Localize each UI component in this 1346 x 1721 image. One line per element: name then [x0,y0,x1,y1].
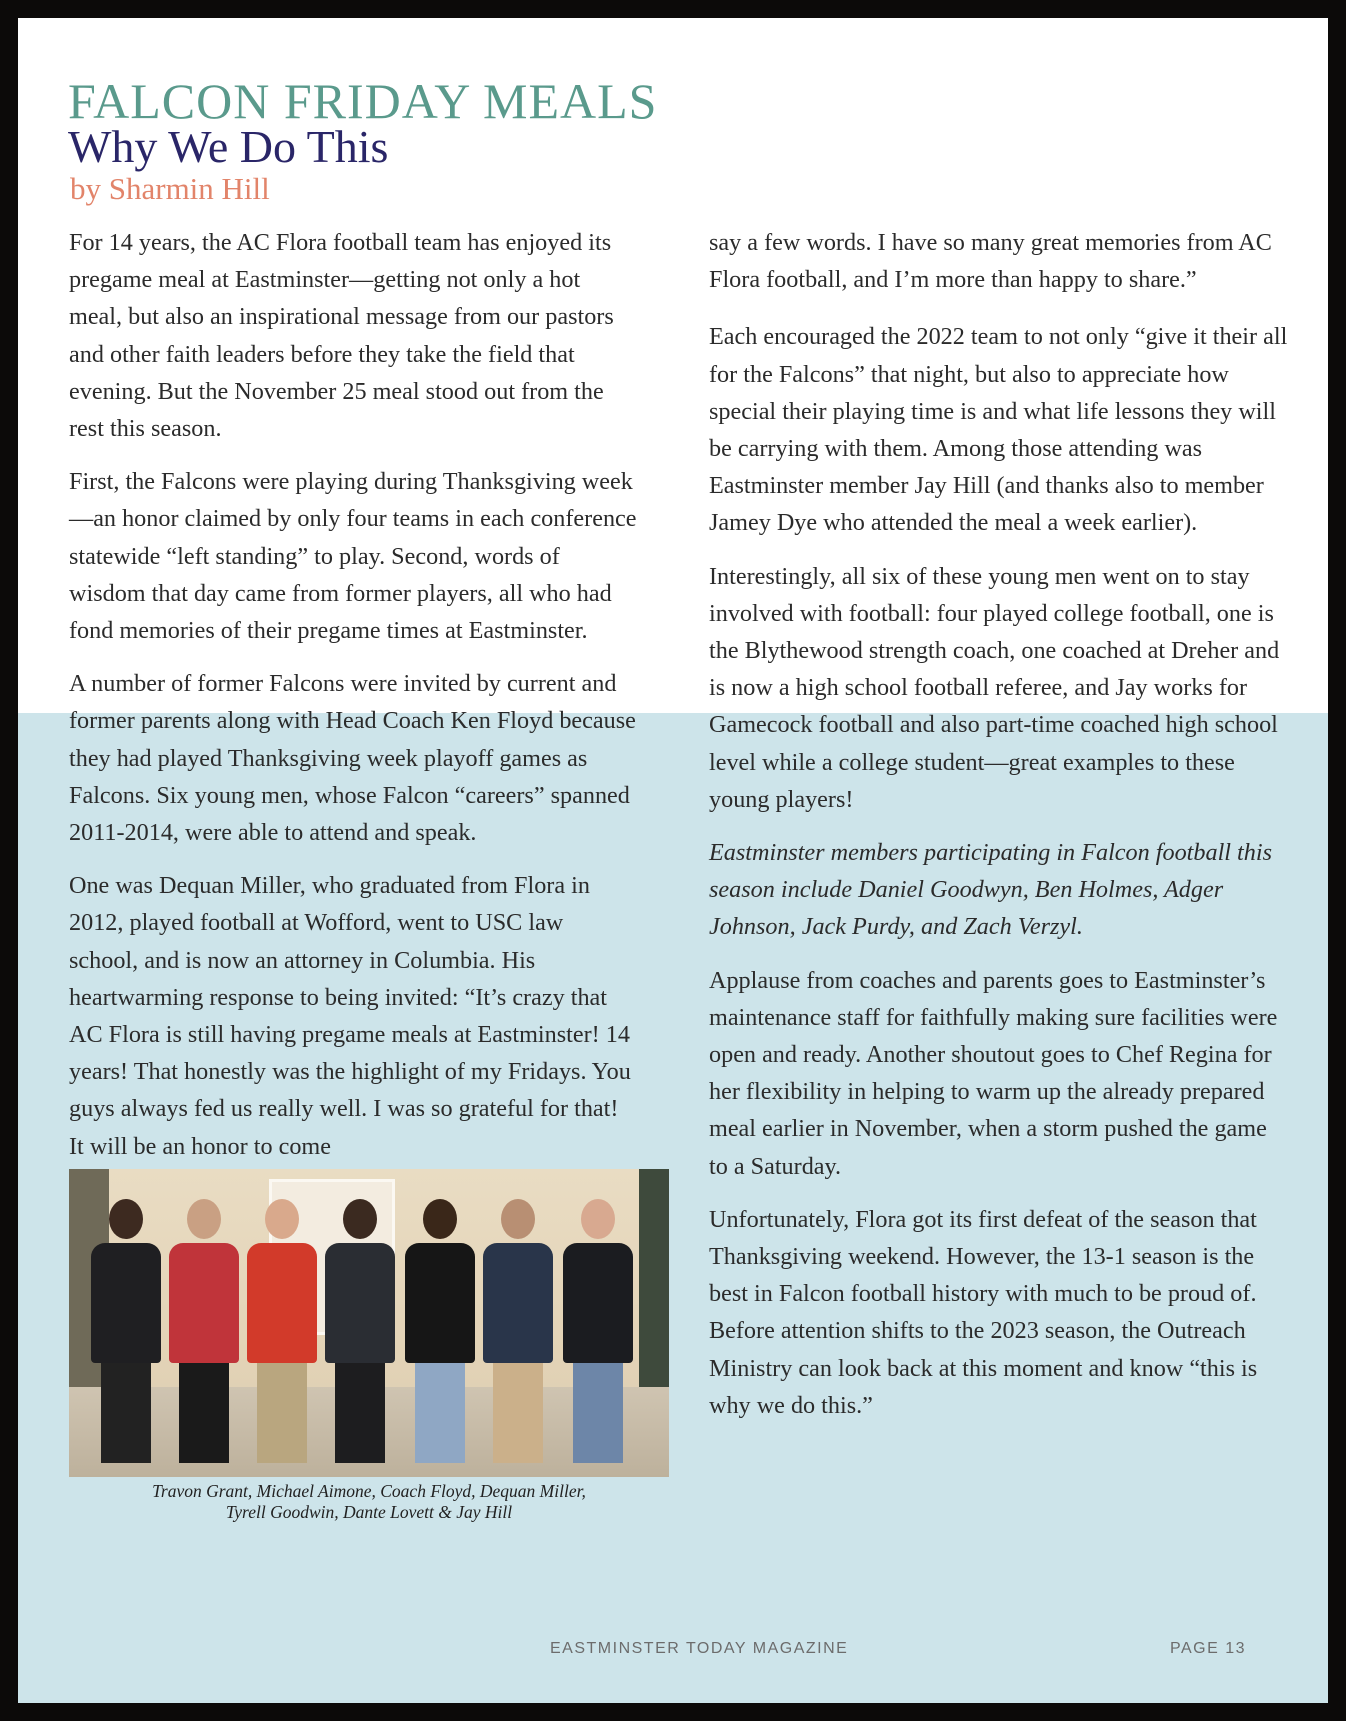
article-title: Why We Do This [68,121,389,172]
paragraph: A number of former Falcons were invited by current and former parents along with Head Coach Ken Floyd because they had played Thanksgiving week playoff games as Falcons. Six young men, whose Falcon “careers” spanned 2011-2014, were able to attend and speak. [69,670,636,847]
paragraph: First, the Falcons were playing during Thanksgiving week—an honor claimed by only four teams in each conference statewide “left standing” to play. Second, words of wisdom that day came from former players, all who had fond memories of their pregame times at Eastminster. [69,468,637,645]
footer-page-number: PAGE 13 [1170,1640,1247,1657]
person-figure [325,1199,395,1463]
person-figure [169,1199,239,1463]
person-figure [563,1199,633,1463]
footer-publication: EASTMINSTER TODAY MAGAZINE [550,1640,849,1657]
person-figure [247,1199,317,1463]
person-figure [405,1199,475,1463]
paragraph: For 14 years, the AC Flora football team has enjoyed its pregame meal at Eastminster—getting not only a hot meal, but also an inspirational message from our pastors and other faith leaders before they take the field that evening. But the November 25 meal stood out from the rest this season. [69,229,614,443]
person-figure [91,1199,161,1463]
left-column [69,224,637,1523]
person-figure [483,1199,553,1463]
caption-line: Travon Grant, Michael Aimone, Coach Floyd, Dequan Miller, [152,1480,586,1501]
paragraph: Unfortunately, Flora got its first defeat of the season that Thanksgiving weekend. However, the 13-1 season is the best in Falcon football history with much to be proud of. Before attention shifts to the 2023 season, the Outreach Ministry can look back at this moment and know “this is why we do this.” [709,1205,1258,1419]
article-byline: by Sharmin Hill [70,171,270,206]
italic-note: Eastminster members participating in Falcon football this season include Daniel Goodwyn, Ben Holmes, Adger Johnson, Jack Purdy, and Zach Verzyl. [709,839,1273,941]
magazine-page [18,18,1328,1703]
paragraph: Interestingly, all six of these young men went on to stay involved with football: four played college football, one is the Blythewood strength coach, one coached at Dreher and is now a high school football referee, and Jay works for Gamecock football and also part-time coached high school level while a college student—great examples to these young players! [709,562,1280,813]
paragraph: Each encouraged the 2022 team to not only “give it their all for the Falcons” that night, but also to appreciate how special their playing time is and what life lessons they will be carrying with them. Among those attending was Eastminster member Jay Hill (and thanks also to member Jamey Dye who attended the meal a week earlier). [709,323,1288,537]
paragraph: One was Dequan Miller, who graduated from Flora in 2012, played football at Wofford, went to USC law school, and is now an attorney in Columbia. His heartwarming response to being invited: “It’s crazy that AC Flora is still having pregame meals at Eastminster! 14 years! That honestly was the highlight of my Fridays. You guys always fed us really well. I was so grateful for that! It will be an honor to come [69,872,631,1160]
caption-line: Tyrell Goodwin, Dante Lovett & Jay Hill [225,1501,513,1522]
group-photo [69,1169,669,1477]
section-kicker: FALCON FRIDAY MEALS [68,73,658,129]
paragraph: Applause from coaches and parents goes to Eastminster’s maintenance staff for faithfully making sure facilities were open and ready. Another shoutout goes to Chef Regina for her flexibility in helping to warm up the already prepared meal earlier in November, when a storm pushed the game to a Saturday. [709,966,1278,1180]
paragraph: say a few words. I have so many great memories from AC Flora football, and I’m more than happy to share.” [709,229,1272,294]
right-column [709,224,1289,1440]
photo-caption [69,1481,669,1523]
